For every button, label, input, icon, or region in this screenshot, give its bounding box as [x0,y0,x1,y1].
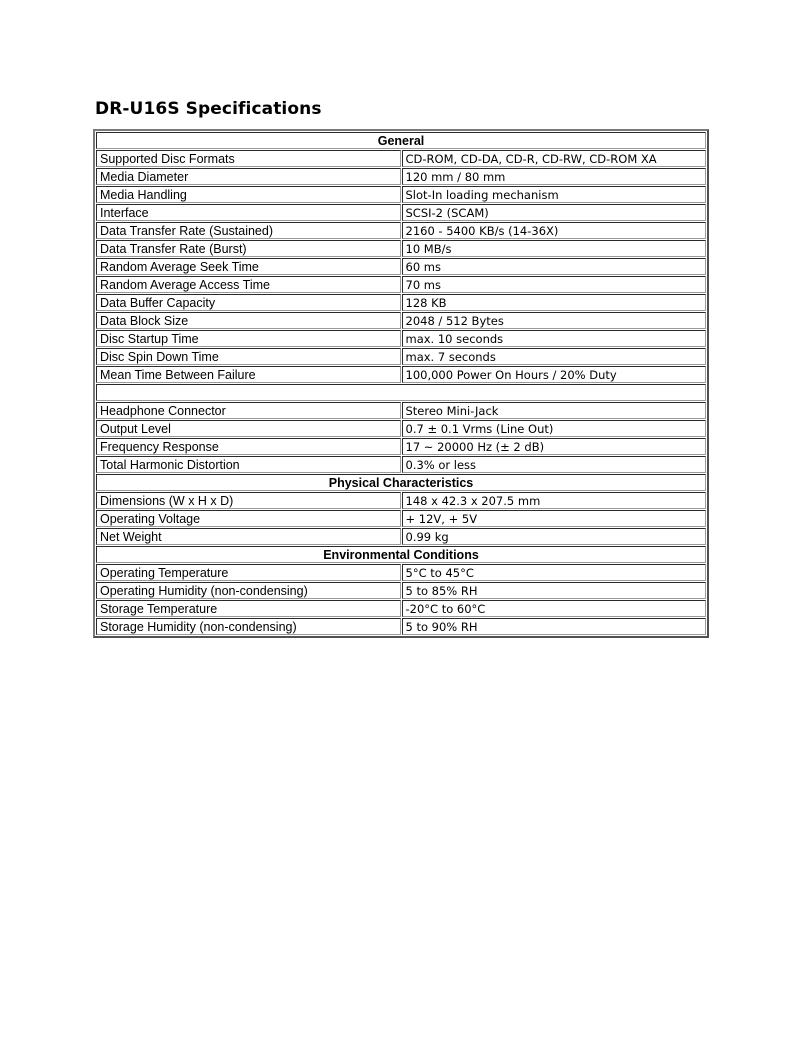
table-row [96,366,706,383]
spec-value: SCSI-2 (SCAM) [402,204,707,221]
document-title: DR-U16S Specifications [95,99,322,119]
section-heading-general: General [96,132,706,149]
spec-label: Disc Startup Time [96,330,401,347]
spec-value: 5 to 90% RH [402,618,707,635]
spec-value: max. 10 seconds [402,330,707,347]
table-row [96,564,706,581]
spec-label: Operating Temperature [96,564,401,581]
spec-value: 128 KB [402,294,707,311]
table-row [96,456,706,473]
spec-value: 148 x 42.3 x 207.5 mm [402,492,707,509]
spec-label: Frequency Response [96,438,401,455]
table-row [96,420,706,437]
spec-value: max. 7 seconds [402,348,707,365]
table-row [96,348,706,365]
spec-label: Storage Temperature [96,600,401,617]
spec-label: Operating Humidity (non-condensing) [96,582,401,599]
spec-label: Interface [96,204,401,221]
spec-value: 2160 - 5400 KB/s (14-36X) [402,222,707,239]
spec-value: 0.3% or less [402,456,707,473]
spec-label: Headphone Connector [96,402,401,419]
table-row [96,330,706,347]
table-row [96,438,706,455]
section-heading-audio [96,384,706,401]
spec-label: Data Transfer Rate (Sustained) [96,222,401,239]
section-header-row [96,132,706,149]
table-row [96,582,706,599]
spec-value: 5°C to 45°C [402,564,707,581]
table-row [96,600,706,617]
table-row [96,150,706,167]
spec-value: 100,000 Power On Hours / 20% Duty [402,366,707,383]
spec-value: 0.99 kg [402,528,707,545]
spec-label: Data Buffer Capacity [96,294,401,311]
specifications-table [93,129,709,638]
table-row [96,294,706,311]
spec-label: Random Average Seek Time [96,258,401,275]
spec-label: Storage Humidity (non-condensing) [96,618,401,635]
table-row [96,618,706,635]
table-row [96,222,706,239]
spec-label: Operating Voltage [96,510,401,527]
spec-value: 60 ms [402,258,707,275]
table-row [96,240,706,257]
section-header-row [96,474,706,491]
spec-value: 0.7 ± 0.1 Vrms (Line Out) [402,420,707,437]
table-row [96,312,706,329]
table-row [96,258,706,275]
spec-value: -20°C to 60°C [402,600,707,617]
spec-label: Net Weight [96,528,401,545]
spec-value: 5 to 85% RH [402,582,707,599]
spec-value: 10 MB/s [402,240,707,257]
table-row [96,204,706,221]
section-header-row [96,384,706,401]
section-heading-environmental: Environmental Conditions [96,546,706,563]
spec-value: 120 mm / 80 mm [402,168,707,185]
spec-label: Supported Disc Formats [96,150,401,167]
spec-label: Data Transfer Rate (Burst) [96,240,401,257]
spec-label: Media Handling [96,186,401,203]
section-header-row [96,546,706,563]
spec-value: CD-ROM, CD-DA, CD-R, CD-RW, CD-ROM XA [402,150,707,167]
spec-label: Mean Time Between Failure [96,366,401,383]
spec-label: Random Average Access Time [96,276,401,293]
table-row [96,186,706,203]
table-row [96,528,706,545]
spec-label: Total Harmonic Distortion [96,456,401,473]
table-row [96,168,706,185]
table-row [96,402,706,419]
spec-label: Data Block Size [96,312,401,329]
spec-value: 2048 / 512 Bytes [402,312,707,329]
spec-value: Slot-In loading mechanism [402,186,707,203]
section-heading-physical: Physical Characteristics [96,474,706,491]
spec-label: Disc Spin Down Time [96,348,401,365]
spec-label: Output Level [96,420,401,437]
spec-value: 17 ~ 20000 Hz (± 2 dB) [402,438,707,455]
spec-value: + 12V, + 5V [402,510,707,527]
table-row [96,276,706,293]
table-row [96,510,706,527]
spec-label: Dimensions (W x H x D) [96,492,401,509]
spec-value: 70 ms [402,276,707,293]
table-row [96,492,706,509]
spec-label: Media Diameter [96,168,401,185]
spec-value: Stereo Mini-Jack [402,402,707,419]
